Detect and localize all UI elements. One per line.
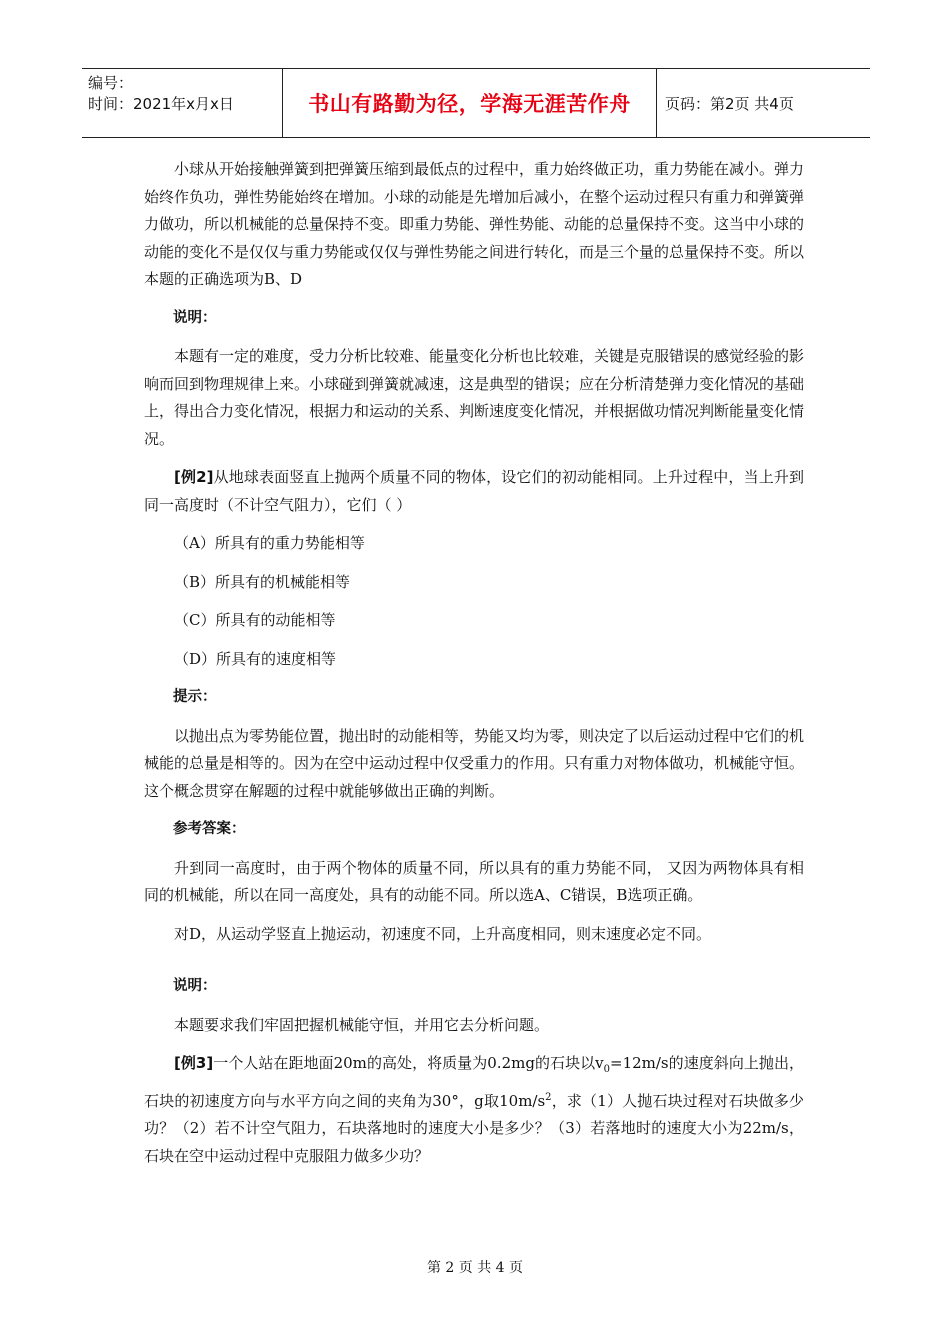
header-motto-cell <box>283 69 657 137</box>
paragraph-analysis: 小球从开始接触弹簧到把弹簧压缩到最低点的过程中，重力始终做正功，重力势能在减小。弹力始终作负功，弹性势能始终在增加。小球的动能是先增加后减小，在整个运动过程只有重力和弹簧弹力做功，所以机械能的总量保持不变。即重力势能、弹性势能、动能的总量保持不变。这当中小球的动能的变化不是仅仅与重力势能或仅仅与弹性势能之间进行转化，而是三个量的总量保持不变。所以本题的正确选项为B、D <box>144 160 805 288</box>
number-label: 编号： <box>88 74 134 92</box>
example-3-text-a: 一个人站在距地面20m的高处，将质量为0.2mg的石块以v <box>213 1054 604 1072</box>
example-3-sub: 0 <box>603 1064 610 1075</box>
example-3-tag: [例3] <box>174 1054 214 1072</box>
example-2-text: 从地球表面竖直上抛两个质量不同的物体，设它们的初动能相同。上升过程中，当上升到同一高度时（不计空气阻力），它们（ ） <box>144 468 804 514</box>
document-body <box>144 156 804 1170</box>
example-2-tag: [例2] <box>174 468 214 486</box>
paragraph-answer-2: 对D，从运动学竖直上抛运动，初速度不同，上升高度相同，则末速度必定不同。 <box>174 924 712 943</box>
option-c: （C）所具有的动能相等 <box>174 611 336 629</box>
label-explain-2: 说明： <box>173 978 217 994</box>
label-answer: 参考答案： <box>173 821 246 837</box>
example-2 <box>144 464 804 519</box>
date-label: 时间：2021年x月x日 <box>88 95 234 113</box>
example-3-text-b: =12m/s的速度斜向上抛出，石块的初速度方向与水平方向之间的夹角为30°，g取10m/s <box>144 1054 804 1110</box>
paragraph-explain-1: 本题有一定的难度，受力分析比较难、能量变化分析也比较难，关键是克服错误的感觉经验的影响而回到物理规律上来。小球碰到弹簧就减速，这是典型的错误；应在分析清楚弹力变化情况的基础上，得出合力变化情况，根据力和运动的关系、判断速度变化情况，并根据做功情况判断能量变化情况。 <box>144 347 805 448</box>
example-3-text-c: ，求（1）人抛石块过程对石块做多少功？（2）若不计空气阻力，石块落地时的速度大小是多少？（3）若落地时的速度大小为22m/s，石块在空中运动过程中克服阻力做多少功？ <box>144 1091 804 1165</box>
example-3-sup: 2 <box>545 1091 552 1103</box>
label-explain-1: 说明： <box>173 309 217 326</box>
option-d: （D）所具有的速度相等 <box>174 649 337 668</box>
paragraph-explain-2: 本题要求我们牢固把握机械能守恒，并用它去分析问题。 <box>174 1015 550 1034</box>
example-3 <box>144 1050 804 1170</box>
label-hint: 提示： <box>173 689 217 705</box>
header-page-info: 页码：第2页 共4页 <box>665 94 794 113</box>
paragraph-hint: 以抛出点为零势能位置，抛出时的动能相等，势能又均为零，则决定了以后运动过程中它们的机械能的总量是相等的。因为在空中运动过程中仅受重力的作用。只有重力对物体做功，机械能守恒。这个概念贯穿在解题的过程中就能够做出正确的判断。 <box>144 726 805 800</box>
paragraph-answer-1: 升到同一高度时，由于两个物体的质量不同，所以具有的重力势能不同， 又因为两物体具有相同的机械能，所以在同一高度处，具有的动能不同。所以选A、C错误，B选项正确。 <box>144 858 804 904</box>
header-motto: 书山有路勤为径，学海无涯苦作舟 <box>308 92 631 116</box>
option-b: （B）所具有的机械能相等 <box>174 572 351 591</box>
page-footer: 第 2 页 共 4 页 <box>426 1260 524 1276</box>
page-header <box>82 68 870 138</box>
option-a: （A）所具有的重力势能相等 <box>174 534 365 552</box>
header-info <box>82 69 283 137</box>
